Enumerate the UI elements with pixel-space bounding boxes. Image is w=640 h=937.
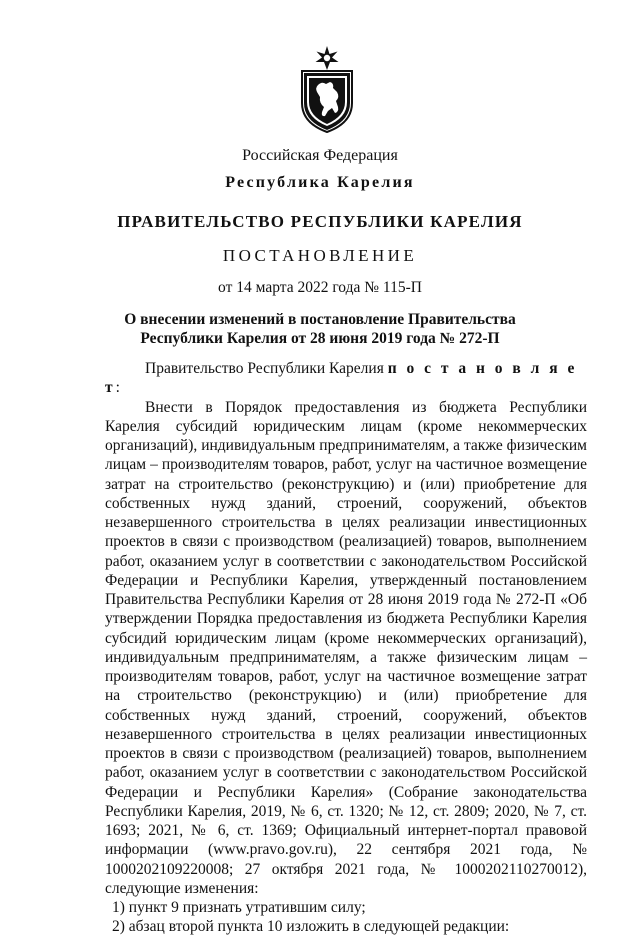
intro-prefix: Правительство Республики Карелия — [145, 360, 388, 377]
document-title-line-2: Республики Карелия от 28 июня 2019 года № 272-П — [140, 330, 500, 347]
intro-suffix: : — [115, 379, 120, 397]
document-body — [105, 359, 587, 937]
document-type: ПОСТАНОВЛЕНИЕ — [222, 246, 418, 265]
list-item: 2) абзац второй пункта 10 изложить в следующей редакции: — [112, 918, 510, 936]
document-title-line-1: О внесении изменений в постановление Правительства — [124, 311, 516, 328]
intro-paragraph — [105, 359, 587, 398]
country-name: Российская Федерация — [242, 147, 398, 164]
intro-verb: п о с т а н о в л я е т — [105, 360, 578, 397]
republic-name: Республика Карелия — [225, 174, 415, 191]
authority-name: ПРАВИТЕЛЬСТВО РЕСПУБЛИКИ КАРЕЛИЯ — [117, 212, 523, 231]
list-item: 1) пункт 9 признать утратившим силу; — [112, 899, 366, 916]
karelia-coat-of-arms-icon — [298, 45, 356, 133]
document-date-number: от 14 марта 2022 года № 115-П — [218, 279, 422, 296]
main-paragraph: Внести в Порядок предоставления из бюджета Республики Карелия субсидий юридическим лицам (кроме некоммерческих организаций), индивидуальным предпринимателям, а также физическим лицам – производителям товаров, работ, услуг на частичное возмещение затрат на строительство (реконструкцию) и (или) приобретение для собственных нужд зданий, строений, сооружений, объектов незавершенного строительства в целях реализации инвестиционных проектов в связи с производством (реализацией) товаров, выполнением работ, оказанием услуг в соответствии с законодательством Российской Федерации и Республики Карелия, утвержденный постановлением Правительства Республики Карелия от 28 июня 2019 года № 272-П «Об утверждении Порядка предоставления из бюджета Республики Карелия субсидий юридическим лицам (кроме некоммерческих организаций), индивидуальным предпринимателям, а также физическим лицам – производителям товаров, работ, услуг на частичное возмещение затрат на строительство (реконструкцию) и (или) приобретение для собственных нужд зданий, строений, сооружений, объектов незавершенного строительства в целях реализации инвестиционных проектов в связи с производством (реализацией) товаров, выполнением работ, оказанием услуг в соответствии с законодательством Российской Федерации и Республики Карелия» (Собрание законодательства Республики Карелия, 2019, № 6, ст. 1320; № 12, ст. 2809; 2020, № 7, ст. 1693; 2021, № 6, ст. 1369; Официальный интернет-портал правовой информации (www.pravo.gov.ru), 22 сентября 2021 года, № 1000202109220008; 27 октября 2021 года, № 1000202110270012), следующие изменения: — [105, 398, 587, 897]
